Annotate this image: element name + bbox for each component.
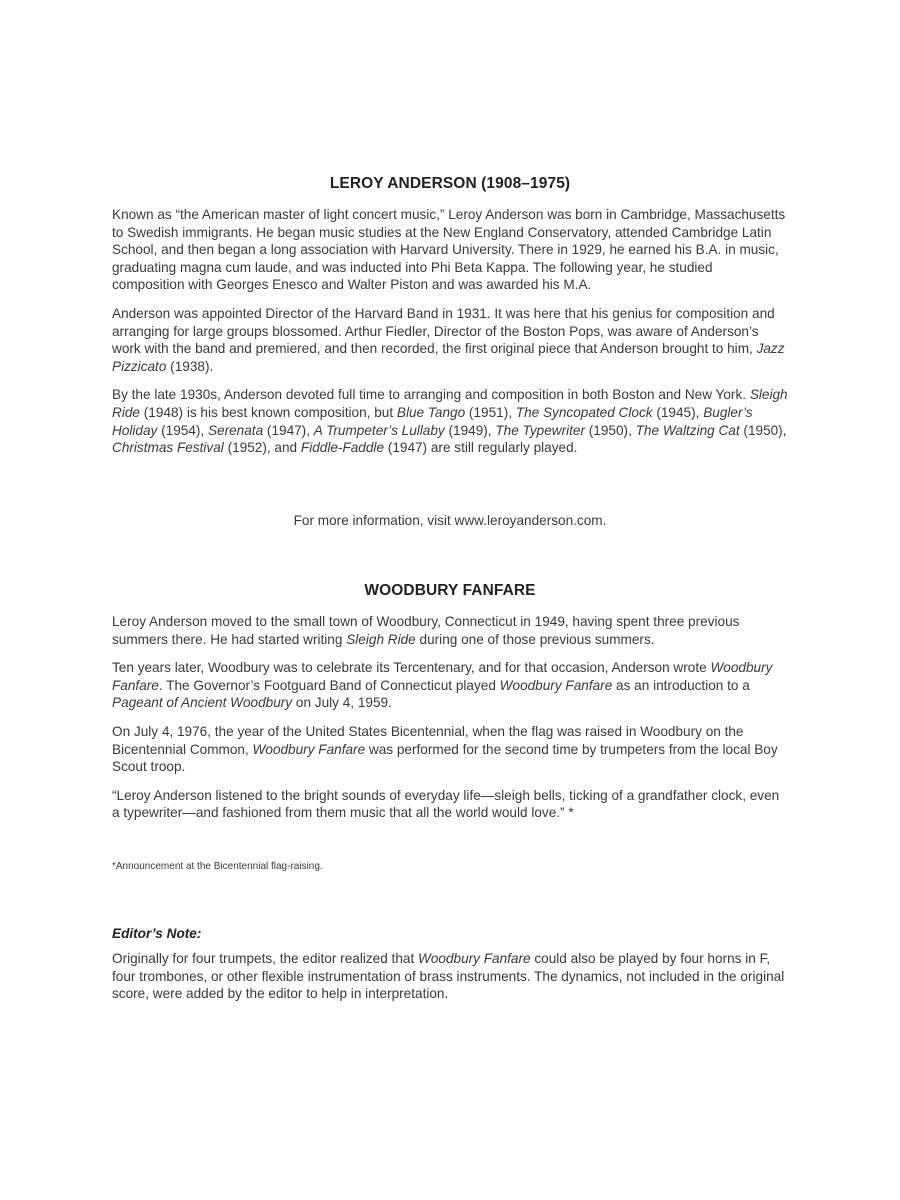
text-run: On July 4, 1976, the year of the United States Bicentennial, when the flag was raised in Woodbury on the Bicentennial Common,	[112, 723, 744, 757]
text-run: (1949),	[444, 422, 496, 438]
work-title: Sleigh Ride	[112, 387, 788, 420]
work-title: Pageant of Ancient Woodbury	[112, 695, 293, 711]
work-title: Woodbury Fanfare	[112, 660, 773, 693]
editors-note-heading: Editor’s Note:	[112, 926, 202, 941]
work-title: Woodbury Fanfare	[499, 677, 613, 693]
work-title: The Waltzing Cat	[635, 422, 740, 438]
fanfare-body	[112, 613, 788, 833]
text-run: (1947),	[263, 422, 314, 438]
work-title: Jazz Pizzicato	[112, 341, 785, 374]
text-run: (1938).	[166, 358, 214, 374]
text-run: . The Governor’s Footguard Band of Connecticut played	[158, 677, 500, 693]
text-run: (1948) is his best known composition, but	[139, 404, 397, 420]
text-run: By the late 1930s, Anderson devoted full time to arranging and composition in both Boston and New York.	[112, 387, 750, 403]
work-title: The Syncopated Clock	[515, 404, 653, 420]
text-run: Originally for four trumpets, the editor realized that	[112, 951, 418, 966]
section-title-leroy-anderson: LEROY ANDERSON (1908–1975)	[329, 175, 571, 192]
work-title: A Trumpeter’s Lullaby	[313, 422, 445, 438]
text-run: (1950),	[585, 422, 636, 438]
text-run: during one of those previous summers.	[415, 631, 655, 647]
text-run: Leroy Anderson moved to the small town of Woodbury, Connecticut in 1949, having spent three previous summers there. He had started writing	[112, 614, 740, 647]
text-run: (1950),	[739, 422, 787, 438]
fanfare-paragraph-1	[112, 613, 788, 648]
fanfare-paragraph-2	[112, 659, 788, 712]
text-run: (1952), and	[223, 440, 301, 456]
biography-paragraph-2	[112, 305, 788, 375]
section-title-woodbury-fanfare: WOODBURY FANFARE	[364, 582, 536, 599]
text-run: was performed for the second time by trumpeters from the local Boy Scout troop.	[112, 741, 778, 775]
text-run: (1954),	[157, 422, 208, 438]
editors-note-body	[112, 950, 788, 1003]
text-run: Ten years later, Woodbury was to celebrate its Tercentenary, and for that occasion, Anderson wrote	[112, 660, 711, 676]
work-title: Fiddle-Faddle	[300, 440, 385, 456]
work-title: Christmas Festival	[112, 440, 224, 456]
biography-paragraph-3	[112, 386, 788, 456]
work-title: Woodbury Fanfare	[252, 741, 366, 757]
fanfare-paragraph-3	[112, 723, 788, 776]
work-title: Serenata	[207, 422, 264, 438]
text-run: Anderson was appointed Director of the Harvard Band in 1931. It was here that his genius for composition and arranging for large groups blossomed. Arthur Fiedler, Director of the Boston Pops, was aware of Anderson’s work with the band and premiered, and then recorded, the first original piece that Anderson brought to him,	[112, 305, 775, 357]
more-info-line: For more information, visit www.leroyanderson.com.	[293, 513, 607, 528]
work-title: Blue Tango	[396, 404, 466, 420]
text-run: (1945),	[652, 404, 704, 420]
biography-body	[112, 206, 788, 468]
text-run: as an introduction to a	[612, 677, 750, 693]
text-run: could also be played by four horns in F, four trombones, or other flexible instrumentation of brass instruments. The dynamics, not included in the original score, were added by the editor to help in interpretation.	[112, 951, 785, 1002]
text-run: on July 4, 1959.	[292, 695, 392, 711]
work-title: Bugler’s Holiday	[112, 404, 753, 438]
work-title: The Typewriter	[495, 422, 585, 438]
text-run: (1947) are still regularly played.	[384, 440, 578, 456]
text-run: (1951),	[465, 404, 516, 420]
footnote: *Announcement at the Bicentennial flag-raising.	[112, 861, 323, 872]
work-title: Woodbury Fanfare	[418, 951, 531, 966]
announcement-quote: “Leroy Anderson listened to the bright sounds of everyday life—sleigh bells, ticking of a grandfather clock, even a typewriter—and fashioned from them music that all the world would love.” *	[112, 787, 780, 821]
work-title: Sleigh Ride	[346, 631, 416, 647]
biography-paragraph-1: Known as “the American master of light concert music,” Leroy Anderson was born in Cambridge, Massachusetts to Swedish immigrants. He began music studies at the New England Conservatory, attended Cambridge Latin School, and then began a long association with Harvard University. There in 1929, he earned his B.A. in music, graduating magna cum laude, and was inducted into Phi Beta Kappa. The following year, he studied composition with Georges Enesco and Walter Piston and was awarded his M.A.	[112, 207, 786, 293]
